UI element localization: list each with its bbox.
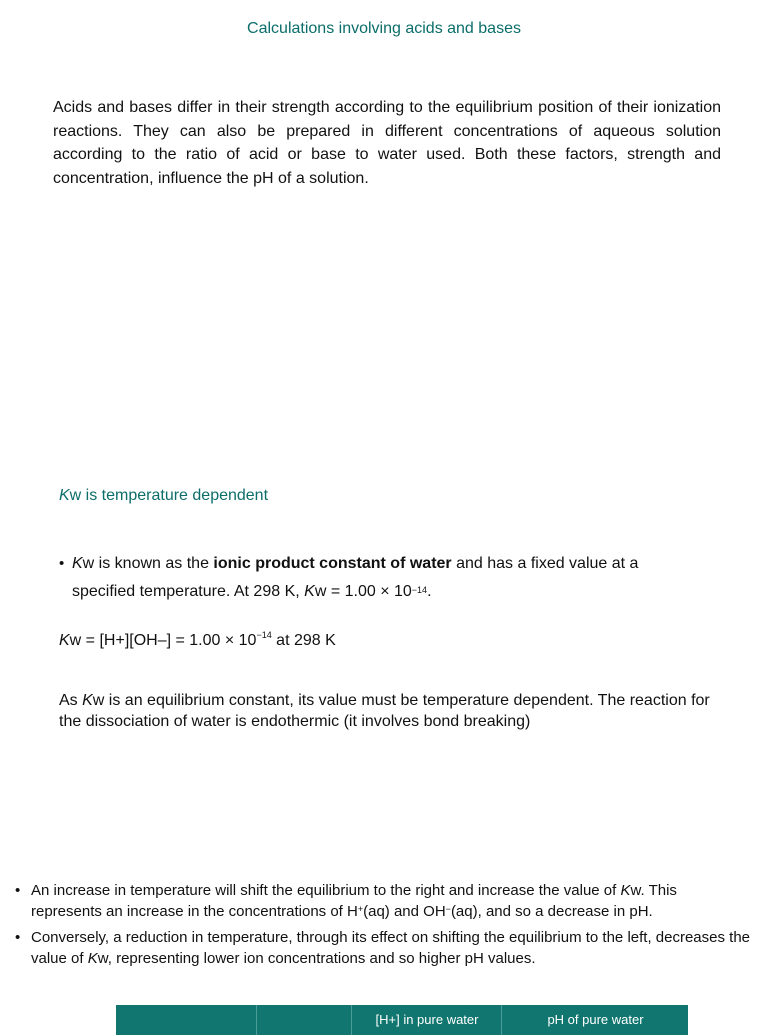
bullet-dot: •	[59, 555, 65, 572]
table-header-cell	[116, 1005, 256, 1035]
temperature-paragraph: As Kw is an equilibrium constant, its value must be temperature dependent. The reaction for the dissociation of water is endothermic (it involves bond breaking)	[59, 692, 710, 730]
effects-list	[15, 880, 750, 974]
temperature-table-header	[116, 1005, 688, 1035]
section-heading: Kw is temperature dependent	[59, 487, 269, 504]
list-item: • Conversely, a reduction in temperature, through its effect on shifting the equilibrium to the left, decreases the value of Kw, representing lower ion concentrations and so higher pH values.	[15, 929, 751, 967]
table-header-cell: [H+] in pure water	[351, 1005, 502, 1035]
page-title: Calculations involving acids and bases	[247, 20, 521, 37]
intro-paragraph: Acids and bases differ in their strength according to the equilibrium position of their ionization reactions. They can also be prepared in different concentrations of aqueous solution according to the ratio of acid or base to water used. Both these factors, strength and concentration, influence the pH of a solution.	[53, 99, 721, 187]
kw-definition-bullet	[59, 550, 739, 606]
kw-definition-line2: specified temperature. At 298 K, $Kw = 1.00 \times 10^{-14}$.	[72, 583, 432, 600]
kw-equation: $Kw = [H+][OH-] = 1.00 \times 10^{-14}$ at 298 K	[59, 630, 336, 649]
bullet-dot: •	[15, 929, 21, 946]
list-item: • An increase in temperature will shift the equilibrium to the right and increase the value of Kw. This represents an increase in the concentrations of H+(aq) and OH−(aq), and so a decrease in pH.	[15, 882, 677, 920]
bullet-dot: •	[15, 882, 21, 899]
table-header-cell: pH of pure water	[501, 1005, 689, 1035]
kw-definition-line1: Kw is known as the ionic product constant of water and has a fixed value at a	[72, 555, 639, 572]
table-header-cell	[256, 1005, 352, 1035]
